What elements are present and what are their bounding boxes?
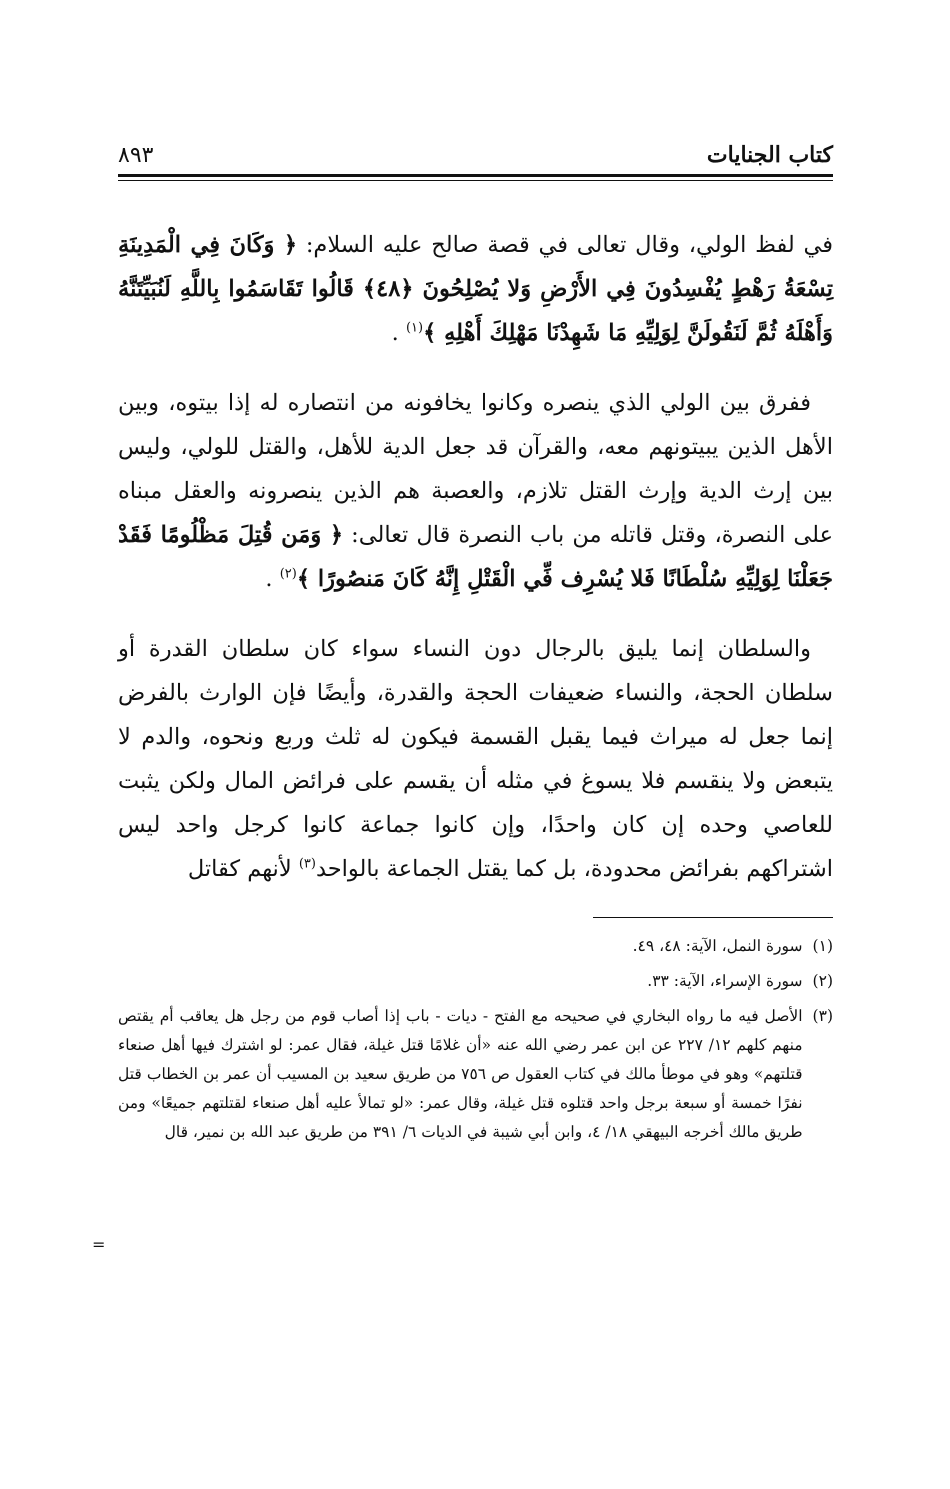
footnote-text: سورة النمل، الآية: ٤٨، ٤٩. [632,937,803,955]
footnote-text: الأصل فيه ما رواه البخاري في صحيحه مع الفتح - ديات - باب إذا أصاب قوم من رجل هل يعاقب أم يقتص منهم كلهم ١٢/ ٢٢٧ عن ابن عمر رضي الله عنه «أن غلامًا قتل غيلة، فقال عمر: لو اشترك فيها أهل صنعاء قتلتهم» وهو في موطأ مالك في كتاب العقول ص ٧٥٦ من طريق سعيد بن المسيب أن عمر بن الخطاب قتل نفرًا خمسة أو سبعة برجل واحد قتلوه قتل غيلة، وقال عمر: «لو تمالأ عليه أهل صنعاء لقتلتهم جميعًا» ومن طريق مالك أخرجه البيهقي ١٨/ ٤، وابن أبي شيبة في الديات ٦/ ٣٩١ من طريق عبد الله بن نمير، قال [118,1007,803,1141]
header-rule-thick [118,174,833,177]
paragraph-2 [118,381,833,601]
header-rule-thin [118,180,833,181]
footnote-3 [118,1002,833,1147]
running-header [118,130,833,168]
paragraph-3-text: والسلطان إنما يليق بالرجال دون النساء سواء كان سلطان القدرة أو سلطان الحجة، والنساء ضعيفات الحجة والقدرة، وأيضًا فإن الوارث بالفرض إنما جعل له ميراث فيما يقبل القسمة فيكون له ثلث وربع ونحوه، والدم لا يتبعض ولا ينقسم فلا يسوغ في مثله أن يقسم على فرائض المال ولكن يثبت للعاصي وحده إن كان واحدًا، وإن كانوا جماعة كانوا كرجل واحد ليس اشتراكهم بفرائض محدودة، بل كما يقتل الجماعة بالواحد [118,636,833,882]
footnote-2 [118,967,833,996]
footnote-text: سورة الإسراء، الآية: ٣٣. [647,972,803,990]
footnote-ref-1: (١) [405,320,424,336]
quran-verse-naml: ﴿ وَكَانَ فِي الْمَدِينَةِ تِسْعَةُ رَهْطٍ يُفْسِدُونَ فِي الأَرْضِ وَلا يُصْلِحُونَ ﴿٤٨﴾ قَالُوا تَقَاسَمُوا بِاللَّهِ لَنُبَيِّتَنَّهُ وَأَهْلَهُ ثُمَّ لَنَقُولَنَّ لِوَلِيِّهِ مَا شَهِدْنَا مَهْلِكَ أَهْلِهِ ﴾ [118,232,833,346]
paragraph-3 [118,627,833,891]
footnote-number: (٣) [812,1007,833,1025]
footnote-number: (٢) [812,972,833,990]
running-title: كتاب الجنايات [706,142,833,168]
main-text [118,223,833,891]
page-number: ٨٩٣ [118,143,154,168]
paragraph-3-end: لأنهم كقاتل [187,856,299,882]
paragraph-2-text: ففرق بين الولي الذي ينصره وكانوا يخافونه من انتصاره له إذا بيتوه، وبين الأهل الذين يبيتونهم معه، والقرآن قد جعل الدية للأهل، والقتل للولي، وليس بين إرث الدية وإرث القتل تلازم، والعصبة هم الذين ينصرونه والعقل مبناه على النصرة، وقتل قاتله من باب النصرة قال تعالى: [118,390,833,548]
footnote-separator [593,917,833,918]
footnote-ref-2: (٢) [279,566,297,582]
footnote-ref-3: (٣) [298,856,316,872]
paragraph-1-text: في لفظ الولي، وقال تعالى في قصة صالح عليه السلام: [297,232,833,258]
paragraph-2-end: . [265,566,280,592]
paragraph-1 [118,223,833,355]
book-page [118,130,833,1153]
footnote-number: (١) [812,937,833,955]
footnote-1 [118,932,833,961]
footnotes [118,932,833,1147]
continuation-mark: = [92,1235,106,1254]
quran-verse-isra: ﴿ وَمَن قُتِلَ مَظْلُومًا فَقَدْ جَعَلْنَا لِوَلِيِّهِ سُلْطَانًا فَلا يُسْرِف فِّي الْقَتْلِ إِنَّهُ كَانَ مَنصُورًا ﴾ [118,522,833,592]
paragraph-1-end: . [391,320,406,346]
